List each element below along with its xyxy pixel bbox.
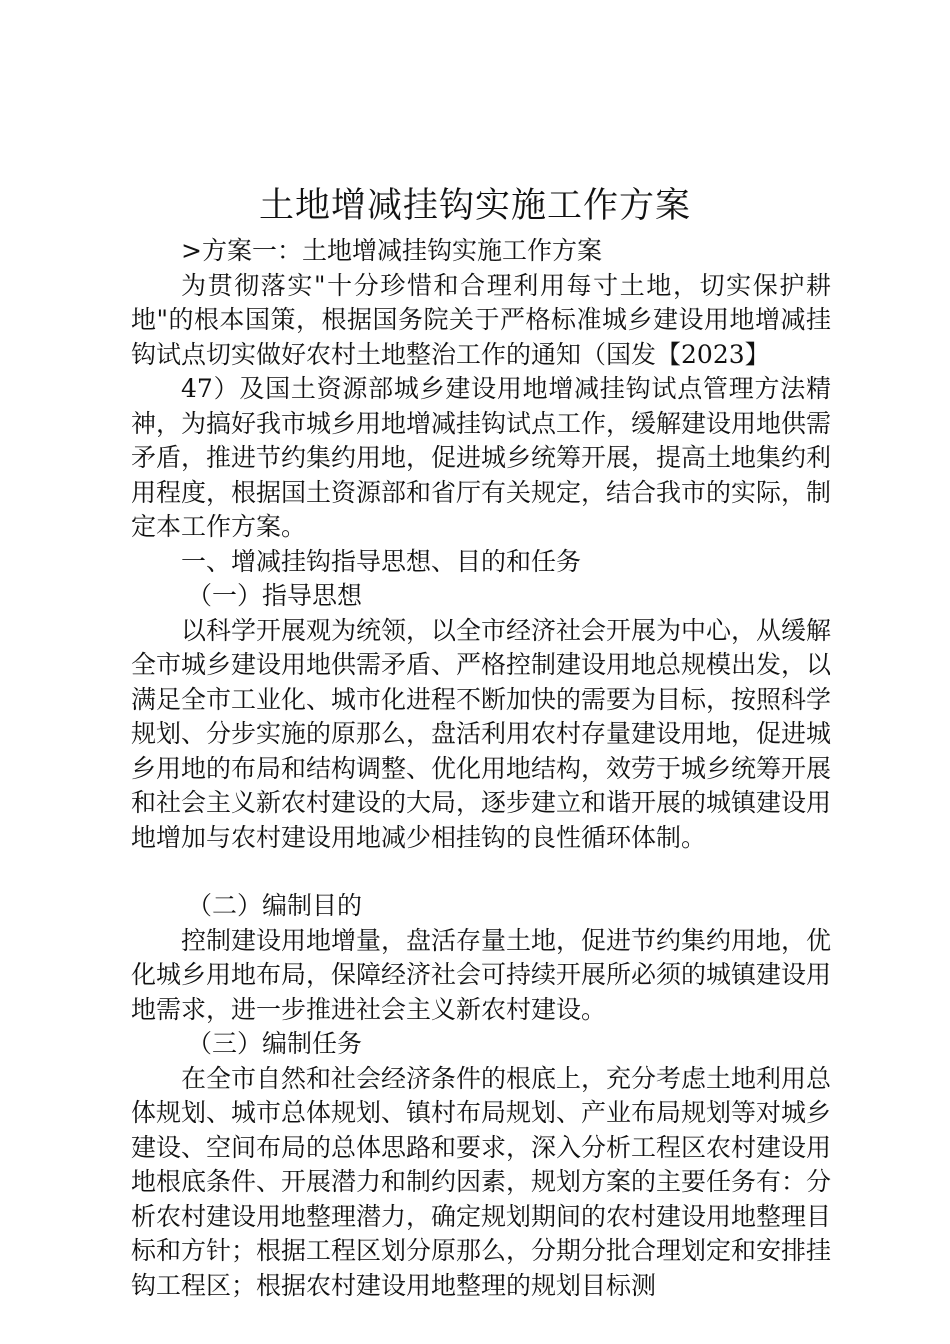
document-title: 土地增减挂钩实施工作方案: [258, 186, 691, 226]
paragraph-scheme-one: >方案一：土地增减挂钩实施工作方案: [181, 236, 602, 265]
paragraph-guiding-thought: 以科学开展观为统领，以全市经济社会开展为中心，从缓解全市城乡建设用地供需矛盾、严格控制建设用地总规模出发，以满足全市工业化、城市化进程不断加快的需要为目标，按照科学规划、分步实施的原那么，盘活利用农村存量建设用地，促进城乡用地的布局和结构调整、优化用地结构，效劳于城乡统筹开展和社会主义新农村建设的大局，逐步建立和谐开展的城镇建设用地增加与农村建设用地减少相挂钩的良性循环体制。: [131, 615, 832, 852]
section-heading-1: 一、增减挂钩指导思想、目的和任务: [181, 546, 582, 576]
paragraph-tasks: 在全市自然和社会经济条件的根底上，充分考虑土地利用总体规划、城市总体规划、镇村布局规划、产业布局规划等对城乡建设、空间布局的总体思路和要求，深入分析工程区农村建设用地根底条件、开展潜力和制约因素，规划方案的主要任务有：分析农村建设用地整理潜力，确定规划期间的农村建设用地整理目标和方针；根据工程区划分原那么，分期分批合理划定和安排挂钩工程区；根据农村建设用地整理的规划目标测: [131, 1063, 832, 1300]
subsection-heading-guiding-thought: （一）指导思想: [187, 581, 363, 610]
subsection-heading-purpose: （二）编制目的: [187, 891, 363, 920]
subsection-heading-tasks: （三）编制任务: [187, 1029, 363, 1058]
paragraph-intro: 为贯彻落实"十分珍惜和合理利用每寸土地，切实保护耕地"的根本国策，根据国务院关于严格标准城乡建设用地增减挂钩试点切实做好农村土地整治工作的通知（国发【2023】: [131, 270, 831, 369]
document-body: [131, 234, 831, 1303]
paragraph-purpose: 控制建设用地增量，盘活存量土地，促进节约集约用地，优化城乡用地布局，保障经济社会可持续开展所必须的城镇建设用地需求，进一步推进社会主义新农村建设。: [131, 925, 832, 1024]
paragraph-intro-continued: 47）及国土资源部城乡建设用地增减挂钩试点管理方法精神，为搞好我市城乡用地增减挂钩试点工作，缓解建设用地供需矛盾，推进节约集约用地，促进城乡统筹开展，提高土地集约利用程度，根据国土资源部和省厅有关规定，结合我市的实际，制定本工作方案。: [131, 374, 832, 541]
